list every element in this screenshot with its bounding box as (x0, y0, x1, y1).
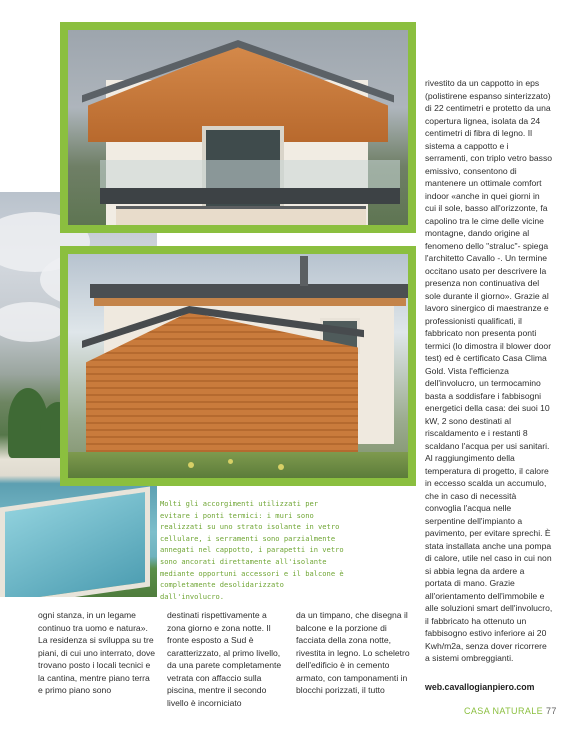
photo-frame-top (60, 22, 416, 233)
website-link[interactable]: web.cavallogianpiero.com (425, 682, 535, 692)
article-column-2: destinati rispettivamente a zona giorno e zona notte. Il fronte esposto a Sud è caratterizzato, al primo livello, da una parete completamente vetrata con affaccio sulla piscina, mentre il secondo livello è incorniciato (167, 610, 282, 708)
article-column-right: rivestito da un cappotto in eps (polistirene espanso sinterizzato) di 22 centimetri e protetto da una copertura lignea, isolata da 24 centimetri di fibra di legno. Il sistema a cappotto e i serramenti, con triplo vetro basso emissivo, consentono di mantenere un ottimale comfort indoor «anche in quei giorni in cui il sole, basso all'orizzonte, fa capolino tra le cime delle vicine montagne, dando origine al fenomeno dello "straluc"- spiega l'architetto Cavallo -. Un termine occitano usato per descrivere la presenza non continuativa del sole durante il giorno». Grazie al lavoro sinergico di maestranze e professionisti qualificati, il fabbricato non presenta ponti termici (lo dimostra il blower door test) ed è certificato Casa Clima Gold. Vista l'efficienza dell'involucro, un termocamino basta a soddisfare i fabbisogni energetici della casa: dei suoi 10 kW, 2 sono destinati al riscaldamento e i restanti 8 scaldano l'acqua per usi sanitari. Al raggiungimento della temperatura di progetto, il calore in eccesso scalda un accumulo, che in caso di necessità convoglia l'acqua nelle serpentine dell'impianto a pavimento, per evitare sprechi. È stata installata anche una pompa di calore, utile nel caso in cui non si abbia legna da ardere a portata di mano. Grazie all'orientamento dell'immobile e alle soluzioni smart dell'involucro, il fabbricato ha ottenuto un fabbisogno estivo inferiore ai 20 Kwh/m2a, senza dover ricorrere a sistemi ombreggianti. (425, 78, 553, 663)
house-facade-photo (68, 30, 408, 225)
article-column-1: ogni stanza, in un legame continuo tra uomo e natura». La residenza si sviluppa su tre piani, di cui uno interrato, dove trovano posto i locali tecnici e la cantina, mentre piano terra e primo piano sono (38, 610, 156, 695)
magazine-name: CASA NATURALE (464, 706, 544, 716)
page-number: 77 (545, 706, 557, 716)
house-garage-photo (68, 254, 408, 478)
photo-caption: Molti gli accorgimenti utilizzati per evitare i ponti termici: i muri sono realizzati su uno strato isolante in vetro cellulare, i serramenti sono parzialmente annegati nel cappotto, i parapetti in vetro sono ancorati direttamente all'isolante mediante opportuni accessori e il balcone è completamente desolidarizzato dall'involucro. (160, 499, 344, 601)
article-column-3: da un timpano, che disegna il balcone e la porzione di facciata della zona notte, rivestita in legno. Lo scheletro dell'edificio è in cemento armato, con tamponamenti in blocchi porizzati, il tutto (296, 610, 410, 695)
page-footer (464, 706, 557, 716)
photo-frame-bottom (60, 246, 416, 486)
